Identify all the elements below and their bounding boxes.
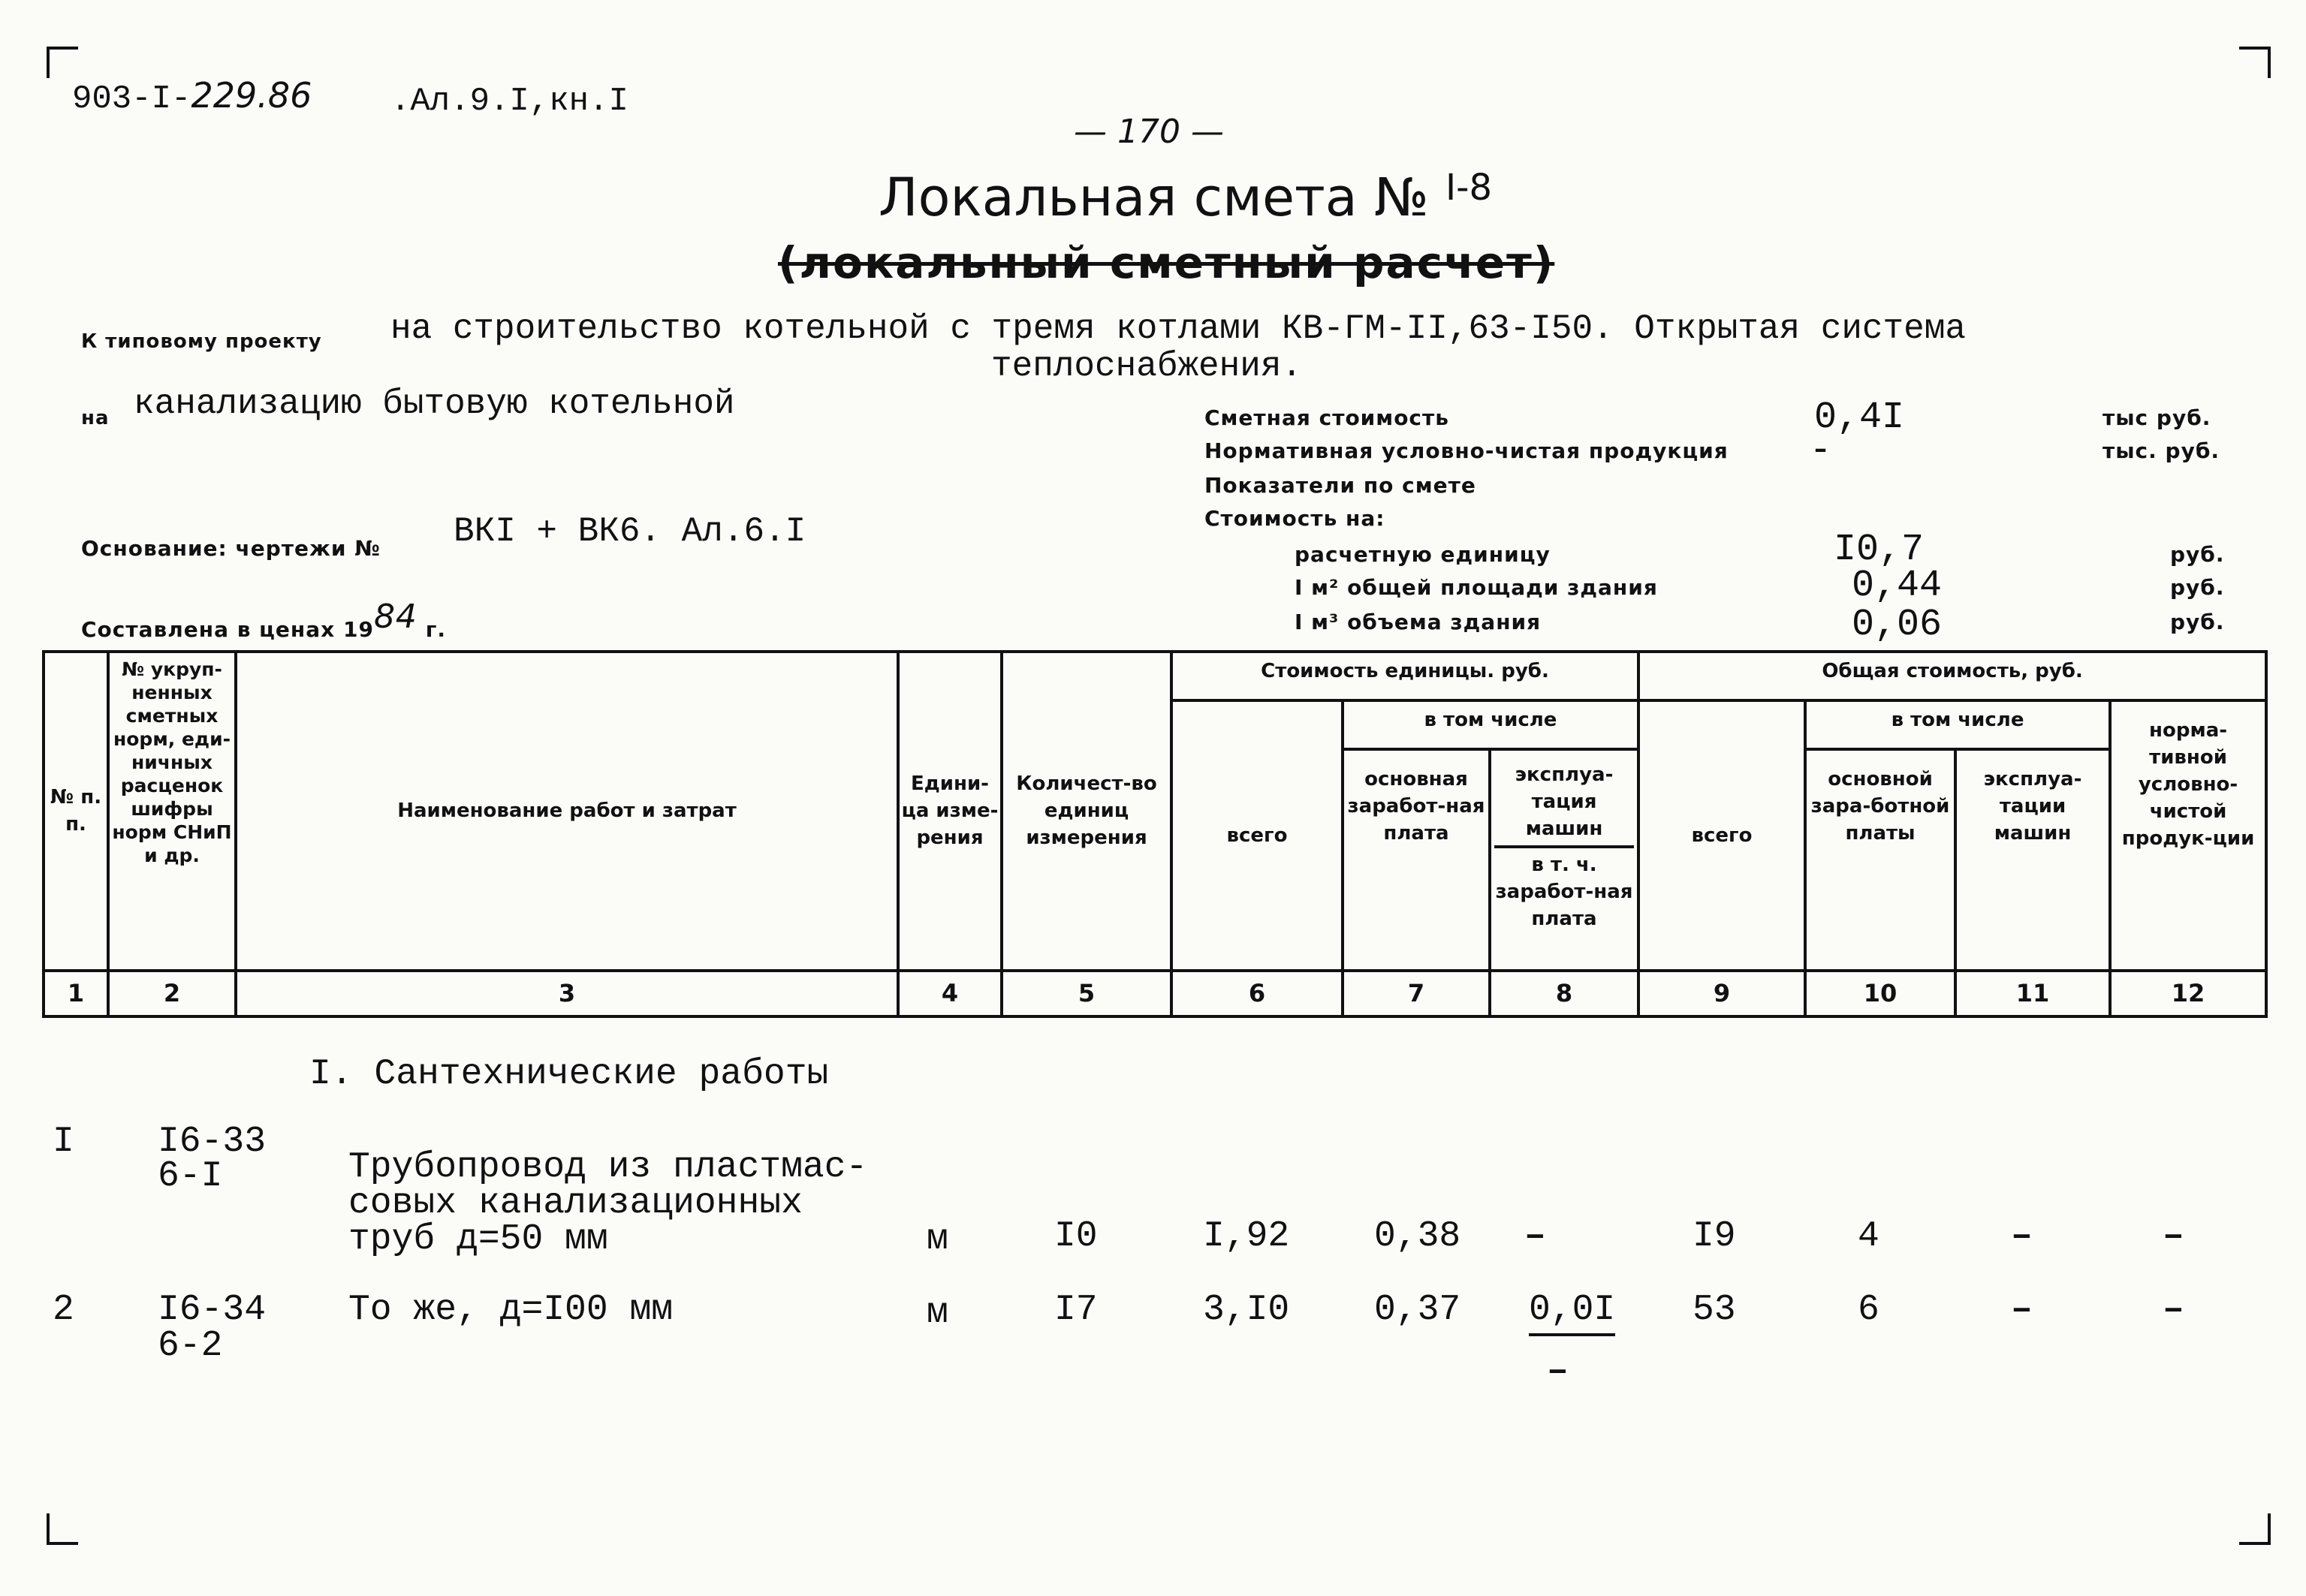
row-name-line1: Трубопровод из пластмас- bbox=[348, 1147, 868, 1188]
prices-label-text: Составлена в ценах 19 bbox=[81, 617, 374, 642]
row-cost-machine: – bbox=[1524, 1216, 1546, 1257]
row-qty: I7 bbox=[1054, 1290, 1098, 1330]
header-grid bbox=[42, 650, 2268, 1018]
col-number: 8 bbox=[1490, 971, 1638, 1016]
col-number: 9 bbox=[1638, 971, 1805, 1016]
col-header-total: всего bbox=[1638, 700, 1805, 971]
per-unit-label: расчетную единицу bbox=[1295, 542, 1551, 567]
estimate-cost-value: 0,4I bbox=[1814, 396, 1905, 439]
col-header-qty: Количест-во единиц измерения bbox=[1002, 652, 1171, 971]
row-total-machine: – bbox=[2011, 1290, 2033, 1330]
section-title: I. Сантехнические работы bbox=[309, 1054, 829, 1095]
row-name-line2: совых канализационных bbox=[348, 1183, 803, 1224]
col-header-unit-total: всего bbox=[1171, 700, 1343, 971]
col-header-nuchp: норма-тивной условно-чистой продук-ции bbox=[2110, 700, 2266, 971]
normative-output-value: – bbox=[1814, 434, 1828, 464]
per-area-value: 0,44 bbox=[1852, 565, 1943, 607]
album-ref: .Ал.9.I,кн.I bbox=[390, 83, 628, 120]
per-area-label: I м² общей площади здания bbox=[1295, 575, 1658, 600]
col-header-unit: Едини-ца изме-рения bbox=[898, 652, 1002, 971]
row-unit: м bbox=[927, 1219, 948, 1260]
row-name-line1: То же, д=I00 мм bbox=[348, 1290, 674, 1330]
col-header-unit-machine-top: эксплуа-тация машин bbox=[1494, 761, 1634, 848]
corner-mark-top-right bbox=[2239, 47, 2271, 78]
prices-label bbox=[81, 598, 446, 645]
corner-mark-top-left bbox=[47, 47, 78, 78]
col-number: 3 bbox=[236, 971, 898, 1016]
row-cost-total: I,92 bbox=[1203, 1216, 1290, 1257]
row-number: 2 bbox=[53, 1290, 74, 1330]
row-cost-machine-wage: – bbox=[1547, 1351, 1569, 1392]
estimate-cost-unit: тыс руб. bbox=[2103, 405, 2211, 430]
prices-year: 84 bbox=[373, 598, 417, 636]
unit-cost-group-header: Стоимость единицы. руб. bbox=[1171, 652, 1638, 700]
col-header-code: № укруп-ненных сметных норм, еди-ничных расценок шифры норм СНиП и др. bbox=[108, 652, 236, 971]
per-volume-value: 0,06 bbox=[1852, 604, 1943, 646]
estimate-cost-label: Сметная стоимость bbox=[1204, 405, 1449, 430]
per-unit-unit: руб. bbox=[2170, 542, 2225, 567]
col-number: 11 bbox=[1955, 971, 2110, 1016]
col-header-name: Наименование работ и затрат bbox=[236, 652, 898, 971]
on-prefix: на bbox=[81, 407, 110, 429]
row-total: I9 bbox=[1693, 1216, 1736, 1257]
row-total-nuchp: – bbox=[2163, 1216, 2184, 1257]
col-number: 7 bbox=[1343, 971, 1490, 1016]
per-area-unit: руб. bbox=[2170, 575, 2225, 600]
page-number: — 170 — bbox=[1074, 113, 1224, 151]
row-code-line1: I6-33 bbox=[158, 1122, 267, 1162]
cost-per-label: Стоимость на: bbox=[1204, 506, 1385, 531]
on-text: канализацию бытовую котельной bbox=[134, 384, 735, 423]
unit-cost-including-header: в том числе bbox=[1343, 700, 1638, 749]
per-volume-unit: руб. bbox=[2170, 610, 2225, 634]
row-total-wage: 6 bbox=[1858, 1290, 1879, 1330]
title-number: I-8 bbox=[1445, 167, 1493, 209]
col-number: 2 bbox=[108, 971, 236, 1016]
per-unit-value: I0,7 bbox=[1834, 528, 1925, 571]
row-code-line2: 6-I bbox=[158, 1156, 223, 1197]
col-number: 5 bbox=[1002, 971, 1171, 1016]
doc-code-handwritten: 229.86 bbox=[191, 75, 312, 116]
doc-code-printed: 903-I- bbox=[72, 80, 191, 118]
project-text-line2: теплоснабжения. bbox=[991, 347, 1303, 386]
row-cost-wage: 0,38 bbox=[1374, 1216, 1461, 1257]
row-number: I bbox=[53, 1122, 74, 1162]
normative-output-label: Нормативная условно-чистая продукция bbox=[1204, 438, 1729, 463]
row-unit: м bbox=[927, 1293, 948, 1333]
doc-code bbox=[72, 75, 312, 118]
col-header-unit-machine bbox=[1490, 749, 1638, 971]
corner-mark-bottom-right bbox=[2239, 1513, 2271, 1545]
title-text: Локальная смета № bbox=[879, 167, 1429, 228]
col-number: 1 bbox=[44, 971, 108, 1016]
col-header-unit-machine-bottom: в т. ч. заработ-ная плата bbox=[1495, 854, 1633, 931]
row-cost-total: 3,I0 bbox=[1203, 1290, 1290, 1330]
project-prefix: К типовому проекту bbox=[81, 330, 322, 353]
row-total-nuchp: – bbox=[2163, 1290, 2184, 1330]
total-cost-including-header: в том числе bbox=[1805, 700, 2110, 749]
row-cost-wage: 0,37 bbox=[1374, 1290, 1461, 1330]
basis-label: Основание: чертежи № bbox=[81, 536, 381, 561]
total-cost-group-header: Общая стоимость, руб. bbox=[1638, 652, 2266, 700]
col-header-unit-wage: основная заработ-ная плата bbox=[1343, 749, 1490, 971]
row-total-wage: 4 bbox=[1858, 1216, 1879, 1257]
row-code-line1: I6-34 bbox=[158, 1290, 267, 1330]
per-volume-label: I м³ объема здания bbox=[1295, 610, 1542, 634]
row-total: 53 bbox=[1693, 1290, 1736, 1330]
subtitle-struck: (локальный сметный расчет) bbox=[778, 237, 1555, 288]
normative-output-unit: тыс. руб. bbox=[2103, 438, 2220, 463]
col-number: 10 bbox=[1805, 971, 1955, 1016]
col-number: 12 bbox=[2110, 971, 2266, 1016]
indicators-label: Показатели по смете bbox=[1204, 473, 1476, 498]
row-total-machine: – bbox=[2011, 1216, 2033, 1257]
row-code-line2: 6-2 bbox=[158, 1326, 223, 1366]
row-name-line3: труб д=50 мм bbox=[348, 1219, 608, 1260]
col-number: 6 bbox=[1171, 971, 1343, 1016]
project-text-line1: на строительство котельной с тремя котлами КВ-ГМ-II,63-I50. Открытая система bbox=[390, 309, 1966, 348]
row-cost-machine: 0,0I bbox=[1529, 1290, 1615, 1336]
col-number: 4 bbox=[898, 971, 1002, 1016]
col-header-total-machine: эксплуа-тации машин bbox=[1955, 749, 2110, 971]
estimate-table-header bbox=[42, 650, 2265, 1018]
col-header-total-wage: основной зара-ботной платы bbox=[1805, 749, 1955, 971]
col-header-n: № п. п. bbox=[44, 652, 108, 971]
prices-suffix: г. bbox=[425, 617, 446, 642]
basis-value: ВКI + ВК6. Ал.6.I bbox=[454, 512, 806, 551]
page-title bbox=[879, 167, 1492, 228]
corner-mark-bottom-left bbox=[47, 1513, 78, 1545]
row-qty: I0 bbox=[1054, 1216, 1098, 1257]
